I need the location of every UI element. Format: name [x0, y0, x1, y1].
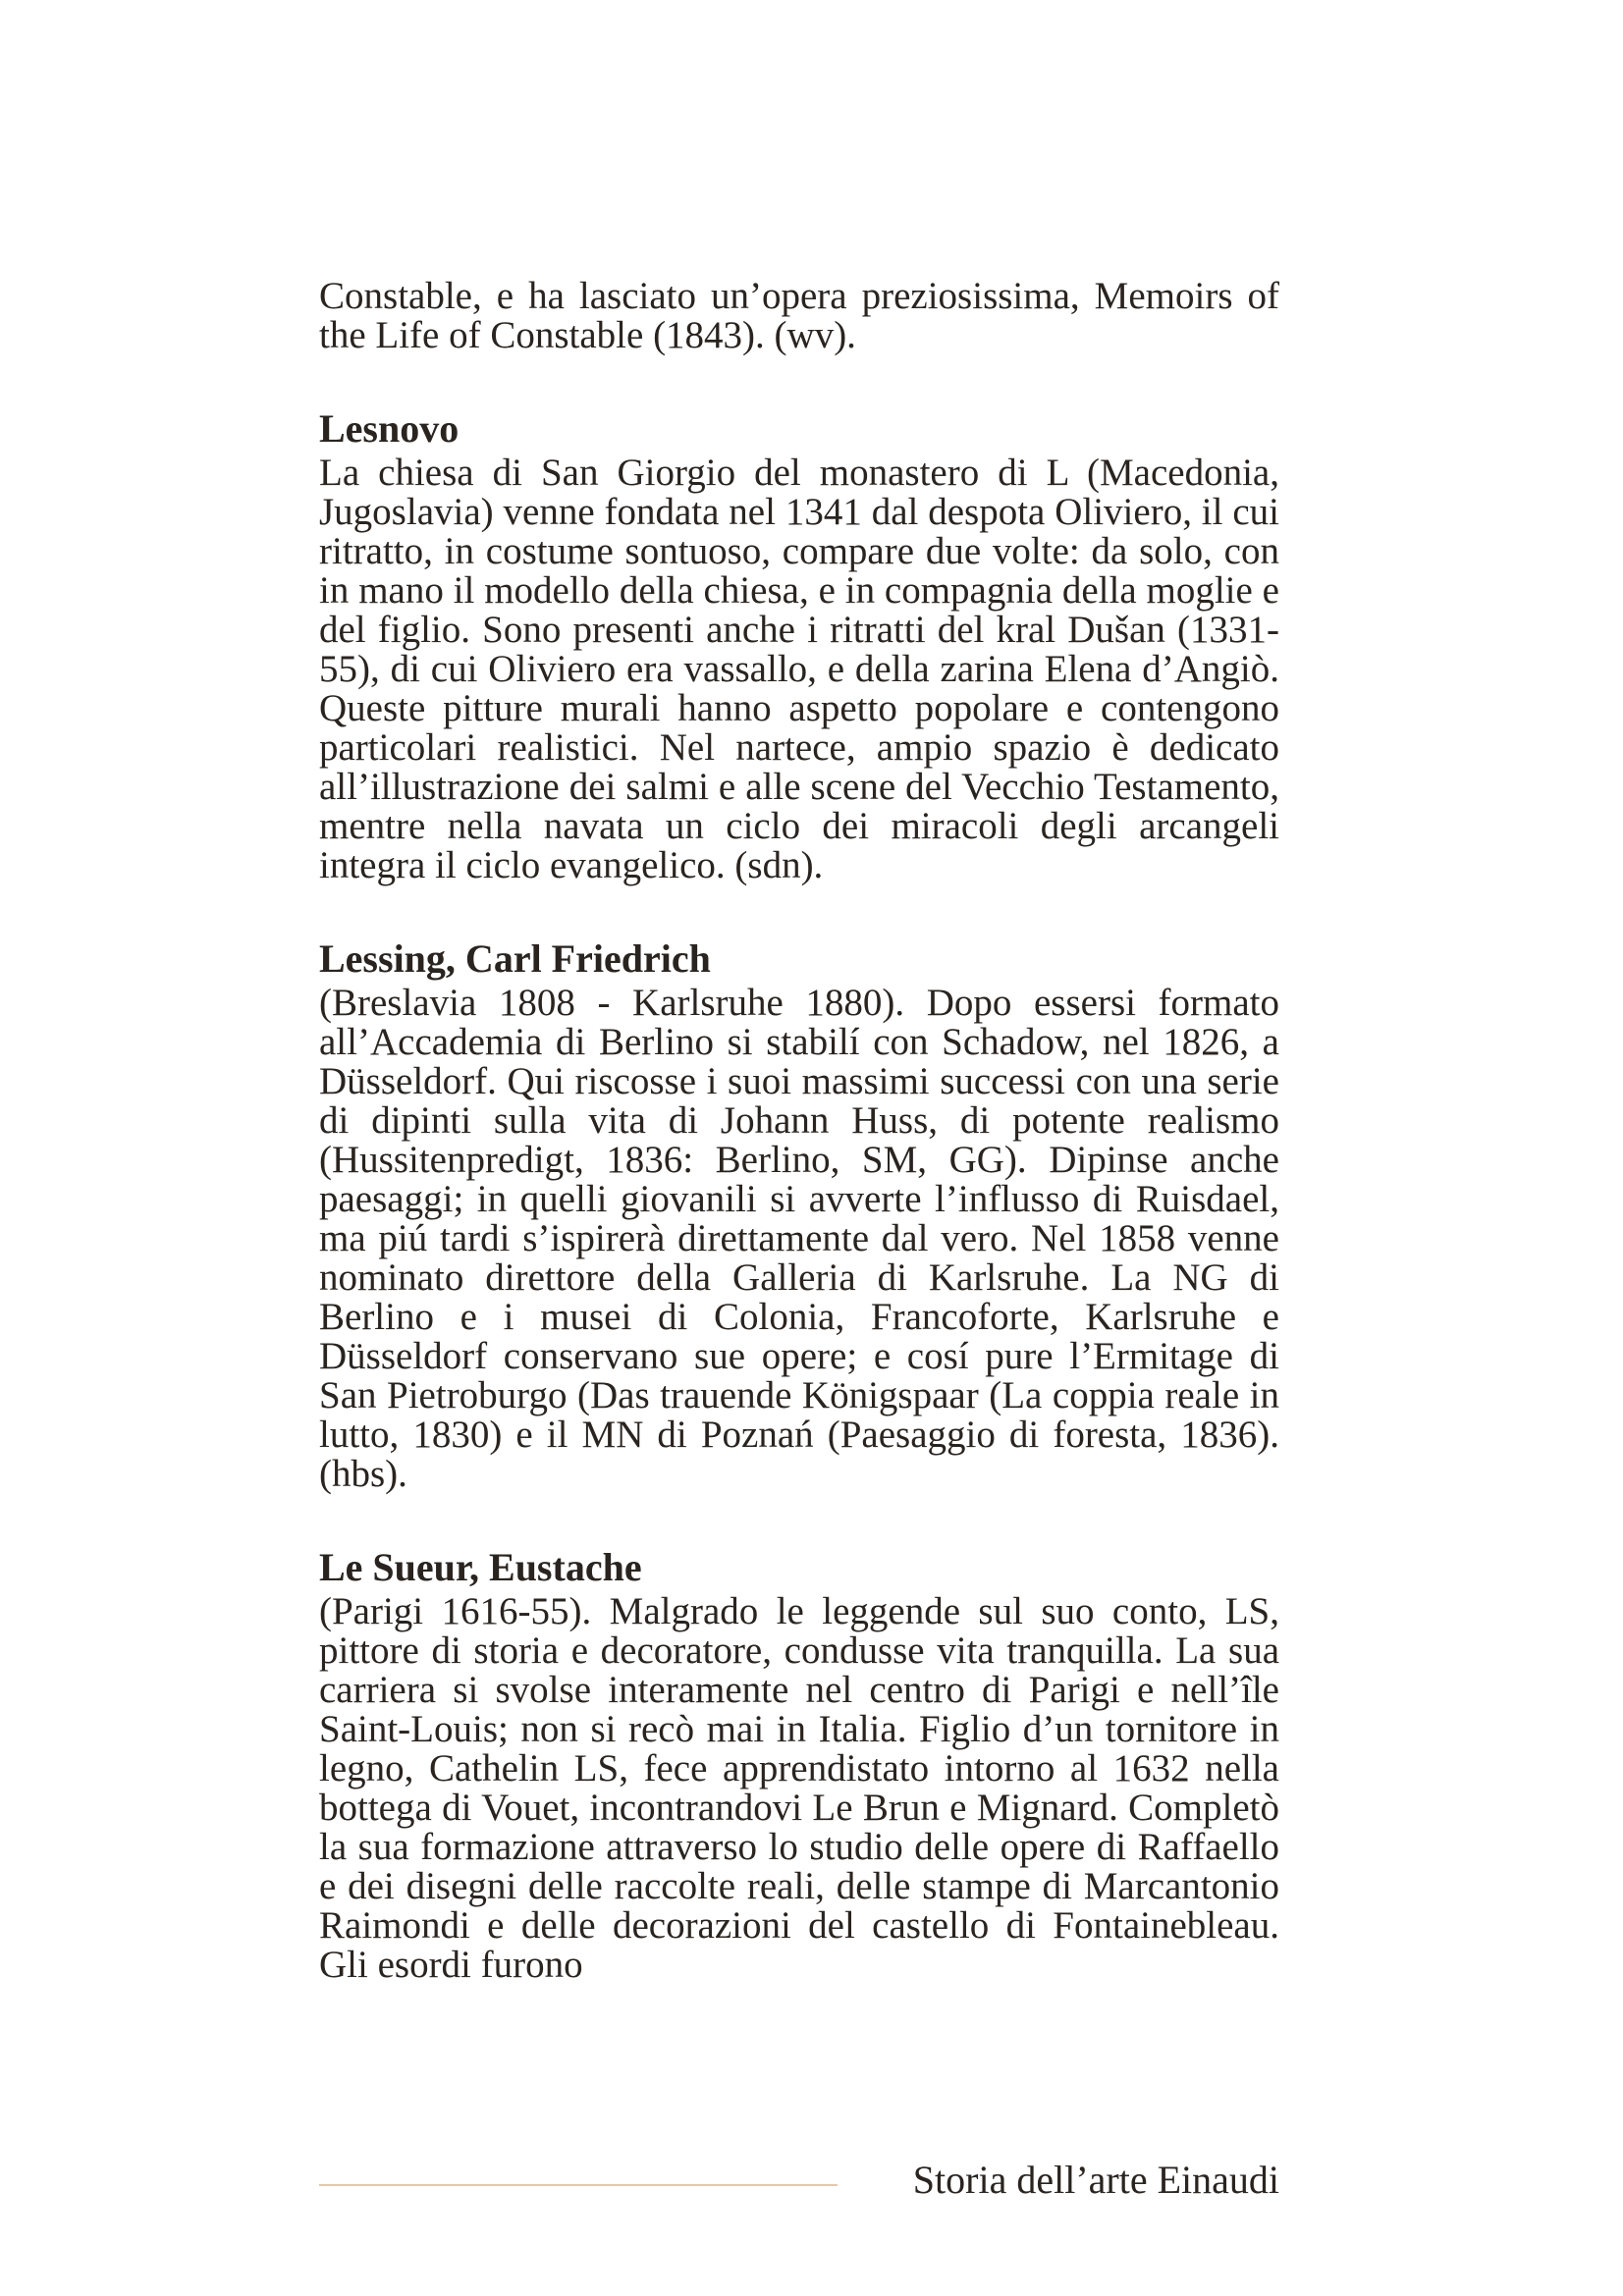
footer-title: Storia dell’arte Einaudi	[912, 2158, 1279, 2202]
intro-paragraph: Constable, e ha lasciato un’opera preziosissima, Memoirs of the Life of Constable (1843). (wv).	[319, 275, 1279, 356]
entry-lesnovo	[319, 406, 1279, 885]
entry-le-sueur	[319, 1545, 1279, 1985]
entry-lessing	[319, 936, 1279, 1494]
entry-title: Le Sueur, Eustache	[319, 1545, 642, 1589]
entry-body: (Parigi 1616-55). Malgrado le leggende sul suo conto, LS, pittore di storia e decoratore, condusse vita tranquilla. La sua carriera si svolse interamente nel centro di Parigi e nell’île Saint-Louis; non si recò mai in Italia. Figlio d’un tornitore in legno, Cathelin LS, fece apprendistato intorno al 1632 nella bottega di Vouet, incontrandovi Le Brun e Mignard. Completò la sua formazione attraverso lo studio delle opere di Raffaello e dei disegni delle raccolte reali, delle stampe di Marcantonio Raimondi e delle decorazioni del castello di Fontainebleau. Gli esordi furono	[319, 1590, 1279, 1986]
entry-body: (Breslavia 1808 - Karlsruhe 1880). Dopo essersi formato all’Accademia di Berlino si stabilí con Schadow, nel 1826, a Düsseldorf. Qui riscosse i suoi massimi successi con una serie di dipinti sulla vita di Johann Huss, di potente realismo (Hussitenpredigt, 1836: Berlino, SM, GG). Dipinse anche paesaggi; in quelli giovanili si avverte l’influsso di Ruisdael, ma piú tardi s’ispirerà direttamente dal vero. Nel 1858 venne nominato direttore della Galleria di Karlsruhe. La NG di Berlino e i musei di Colonia, Francoforte, Karlsruhe e Düsseldorf conservano sue opere; e cosí pure l’Ermitage di San Pietroburgo (Das trauende Königspaar (La coppia reale in lutto, 1830) e il MN di Poznań (Paesaggio di foresta, 1836). (hbs).	[319, 982, 1279, 1495]
entry-body: La chiesa di San Giorgio del monastero di L (Macedonia, Jugoslavia) venne fondata nel 1341 dal despota Oliviero, il cui ritratto, in costume sontuoso, compare due volte: da solo, con in mano il modello della chiesa, e in compagnia della moglie e del figlio. Sono presenti anche i ritratti del kral Dušan (1331-55), di cui Oliviero era vassallo, e della zarina Elena d’Angiò. Queste pitture murali hanno aspetto popolare e contengono particolari realistici. Nel nartece, ampio spazio è dedicato all’illustrazione dei salmi e alle scene del Vecchio Testamento, mentre nella navata un ciclo dei miracoli degli arcangeli integra il ciclo evangelico. (sdn).	[319, 452, 1279, 886]
entry-title: Lesnovo	[319, 406, 460, 451]
text-column	[319, 277, 1279, 1985]
entry-title: Lessing, Carl Friedrich	[319, 936, 711, 981]
footer-divider	[319, 2184, 838, 2186]
